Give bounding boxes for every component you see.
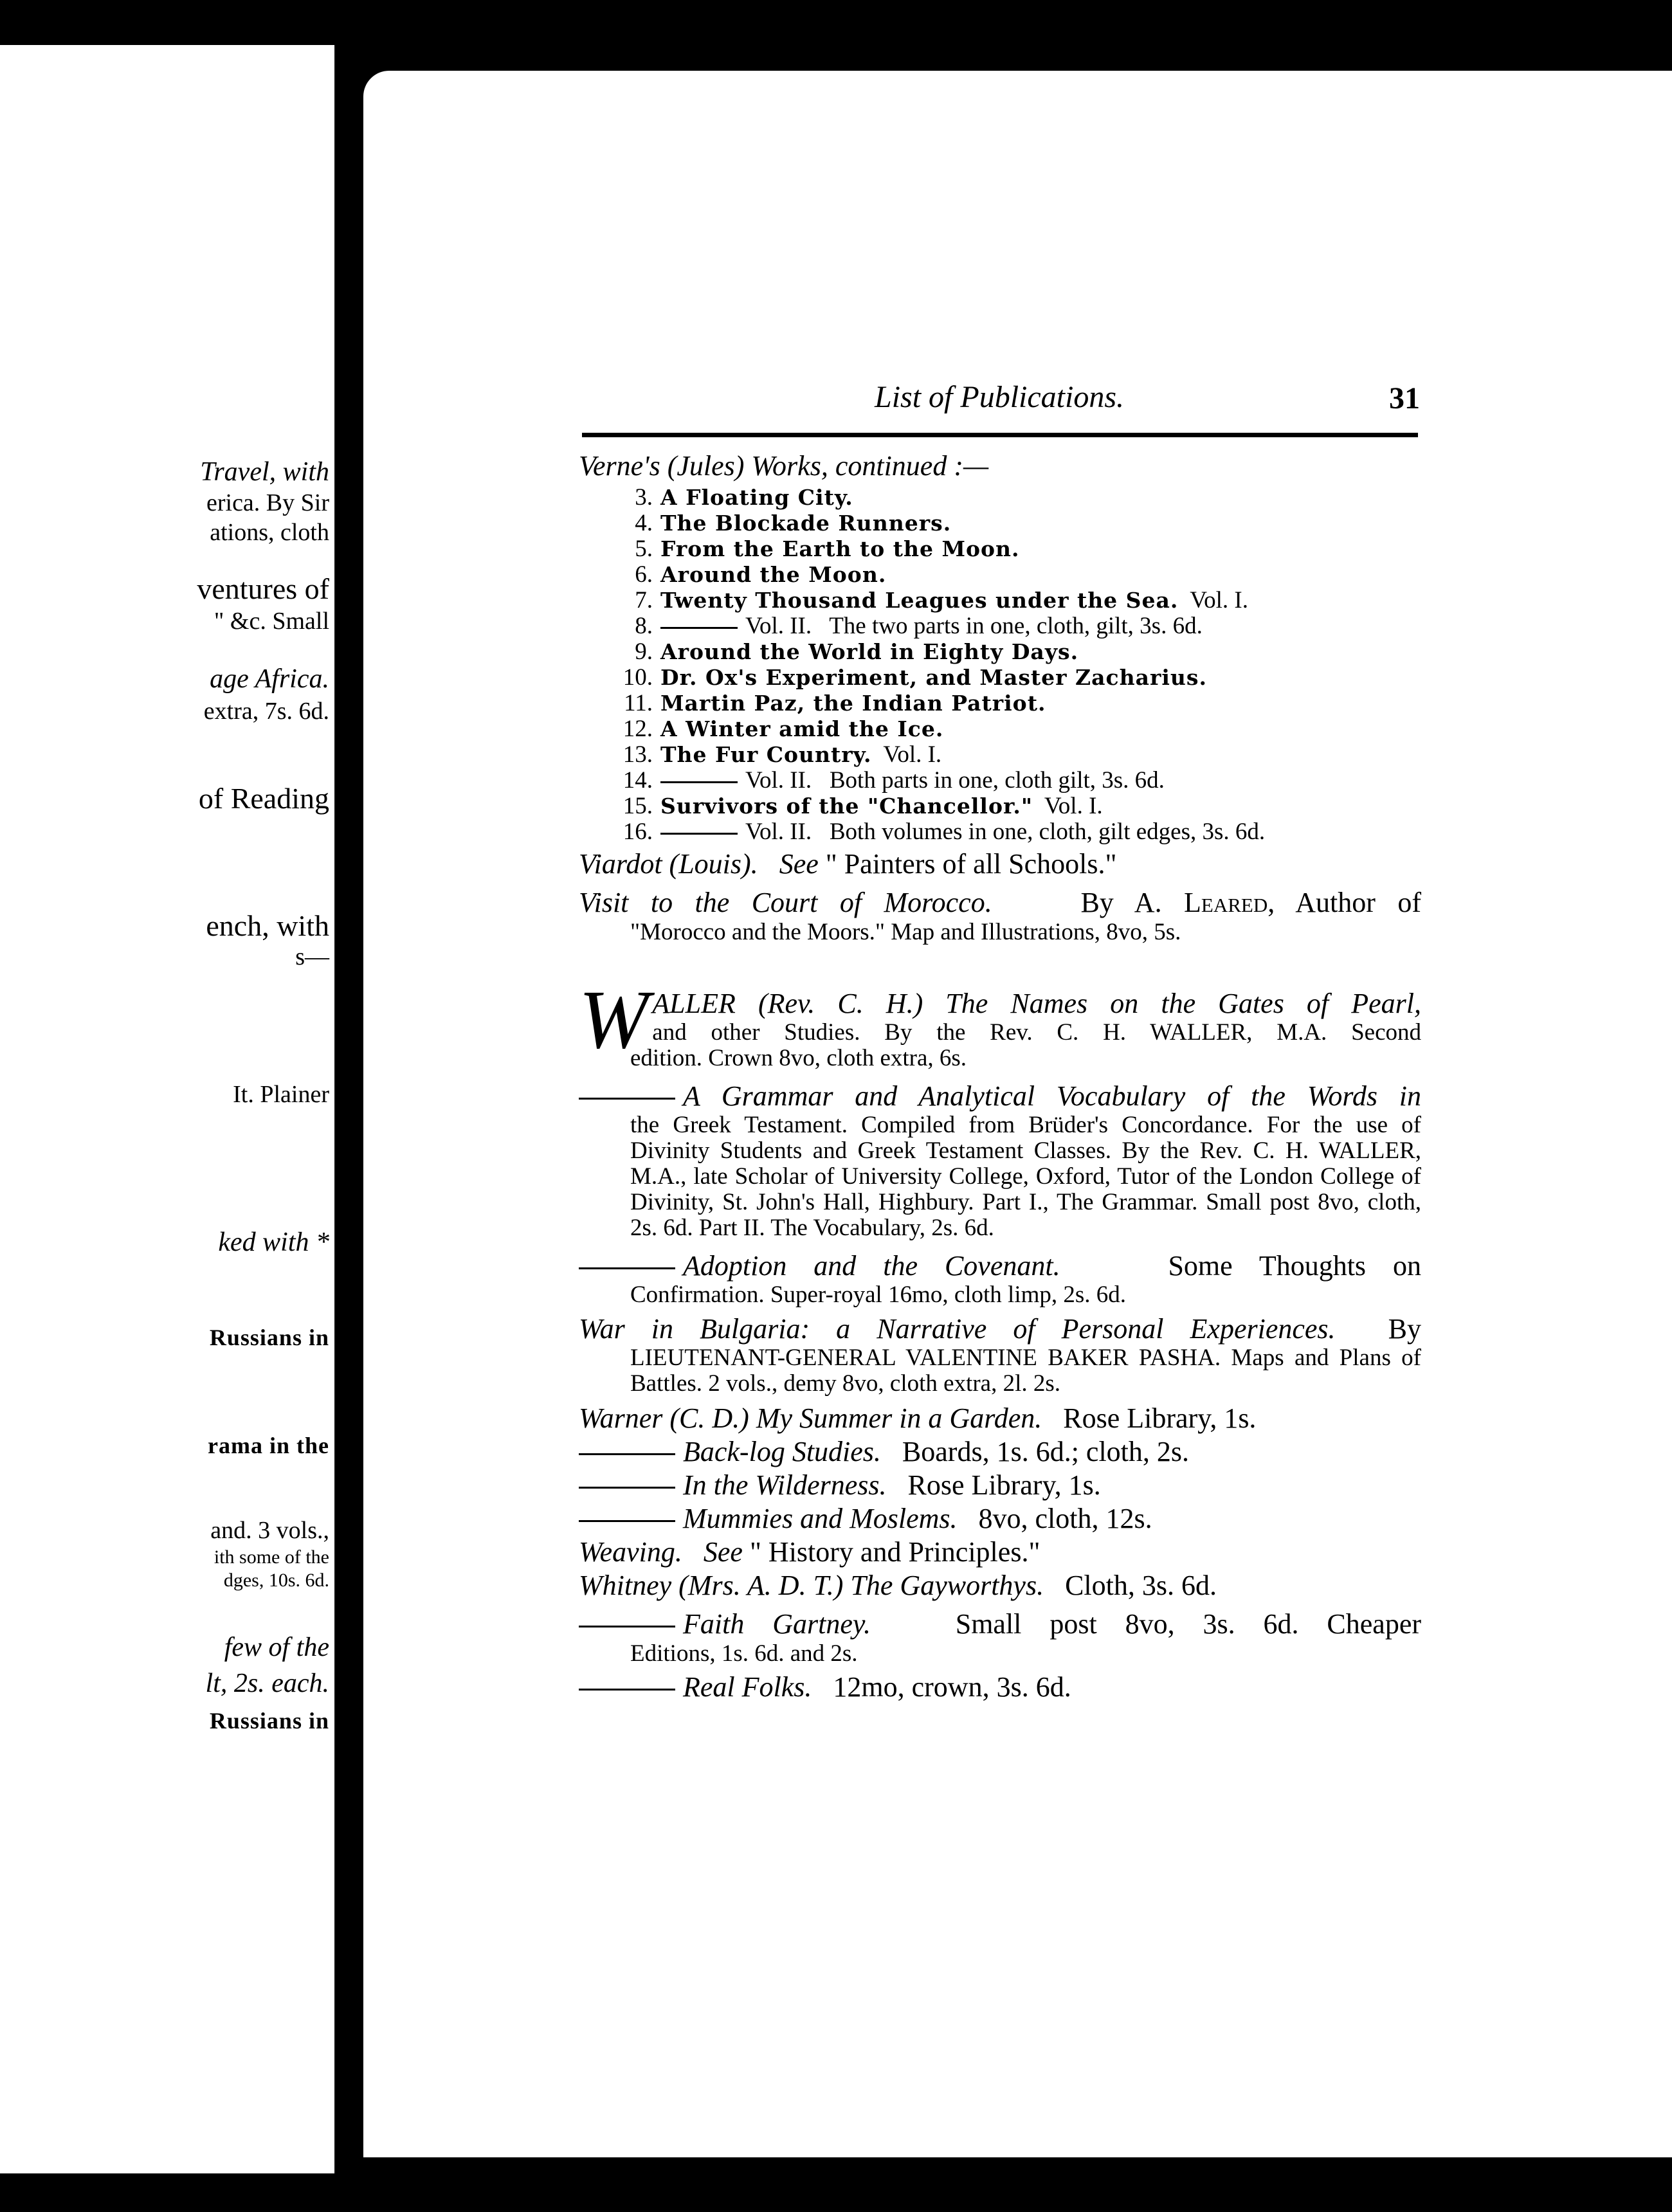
left-page bbox=[0, 45, 338, 2173]
item-title: Twenty Thousand Leagues under the Sea. bbox=[660, 588, 1179, 613]
visit-entry bbox=[579, 886, 1421, 945]
item-title: Around the Moon. bbox=[660, 562, 887, 587]
drop-capital: W bbox=[579, 974, 649, 1066]
left-page-fragment: ith some of the bbox=[214, 1546, 329, 1568]
warner-tail: Rose Library, 1s. bbox=[1063, 1402, 1257, 1434]
item-number: 4. bbox=[635, 510, 653, 536]
verne-item bbox=[579, 742, 1421, 768]
visit-author: Leared, bbox=[1184, 887, 1275, 918]
item-number: 14. bbox=[622, 767, 653, 793]
weaving-ref: " History and Principles." bbox=[749, 1536, 1040, 1568]
backlog-tail: Boards, 1s. 6d.; cloth, 2s. bbox=[902, 1436, 1190, 1467]
verne-item bbox=[579, 819, 1421, 845]
viardot-ref: " Painters of all Schools." bbox=[825, 848, 1117, 880]
item-title: A Winter amid the Ice. bbox=[660, 716, 944, 741]
verne-item bbox=[579, 691, 1421, 716]
waller-line3: edition. Crown 8vo, cloth extra, 6s. bbox=[630, 1045, 967, 1071]
item-title: Dr. Ox's Experiment, and Master Zacharius. bbox=[660, 665, 1207, 690]
item-detail: Vol. I. bbox=[1178, 587, 1249, 613]
faith-line2: Editions, 1s. 6d. and 2s. bbox=[630, 1640, 858, 1667]
verne-list bbox=[579, 485, 1421, 845]
verne-heading: Verne's (Jules) Works, continued :— bbox=[579, 450, 989, 482]
left-page-fragment: s— bbox=[295, 943, 329, 970]
left-page-fragment: age Africa. bbox=[210, 664, 329, 694]
weaving-see: See bbox=[703, 1536, 743, 1568]
item-number: 12. bbox=[622, 716, 653, 742]
item-number: 13. bbox=[622, 741, 653, 768]
grammar-entry bbox=[579, 1080, 1421, 1241]
left-page-fragment: lt, 2s. each. bbox=[205, 1669, 329, 1698]
item-detail: Vol. II. Both volumes in one, cloth, gilt edges, 3s. 6d. bbox=[745, 819, 1266, 845]
item-number: 3. bbox=[635, 484, 653, 511]
left-page-fragment: rama in the bbox=[208, 1433, 329, 1458]
left-page-fragment: Russians in bbox=[209, 1325, 329, 1350]
item-number: 16. bbox=[622, 819, 653, 845]
item-detail: Vol. I. bbox=[871, 741, 942, 768]
left-page-fragment: dges, 10s. 6d. bbox=[223, 1570, 329, 1591]
verne-item bbox=[579, 588, 1421, 613]
faith-title: Faith Gartney. bbox=[683, 1608, 871, 1640]
item-number: 6. bbox=[635, 561, 653, 588]
whitney-entry bbox=[579, 1569, 1421, 1704]
left-page-fragment: Travel, with bbox=[200, 457, 329, 487]
item-detail: Vol. II. Both parts in one, cloth gilt, 3s. 6d. bbox=[745, 767, 1165, 793]
verne-item bbox=[579, 793, 1421, 819]
item-number: 11. bbox=[624, 690, 653, 716]
viardot-entry bbox=[579, 848, 1421, 881]
item-title: Survivors of the "Chancellor." bbox=[660, 793, 1033, 819]
waller-entry bbox=[579, 974, 1421, 1071]
viardot-name: Viardot (Louis). bbox=[579, 848, 758, 880]
waller-heading: ALLER (Rev. C. H.) The Names on the Gates of Pearl, bbox=[652, 988, 1421, 1019]
visit-title: Visit to the Court of Morocco. bbox=[579, 887, 992, 918]
item-number: 7. bbox=[635, 587, 653, 613]
verne-item bbox=[579, 562, 1421, 588]
whitney-title: Whitney (Mrs. A. D. T.) The Gayworthys. bbox=[579, 1570, 1044, 1601]
page-number: 31 bbox=[1389, 381, 1420, 415]
left-page-fragment: extra, 7s. 6d. bbox=[203, 698, 329, 725]
publication-list bbox=[579, 450, 1421, 1704]
war-by: By bbox=[1388, 1313, 1422, 1345]
wilderness-title: In the Wilderness. bbox=[683, 1469, 887, 1501]
mummies-tail: 8vo, cloth, 12s. bbox=[978, 1503, 1152, 1534]
verne-item bbox=[579, 665, 1421, 691]
verne-item bbox=[579, 613, 1421, 639]
item-title: The Blockade Runners. bbox=[660, 511, 952, 536]
adoption-title: Adoption and the Covenant. bbox=[683, 1250, 1060, 1282]
left-page-fragment: ked with * bbox=[218, 1228, 329, 1257]
verne-item bbox=[579, 511, 1421, 536]
warner-entry bbox=[579, 1402, 1421, 1536]
mummies-title: Mummies and Moslems. bbox=[683, 1503, 958, 1534]
item-title: Martin Paz, the Indian Patriot. bbox=[660, 691, 1046, 716]
verne-item bbox=[579, 639, 1421, 665]
viardot-see: See bbox=[779, 848, 819, 880]
left-page-fragment: It. Plainer bbox=[233, 1081, 329, 1108]
item-number: 10. bbox=[622, 664, 653, 691]
weaving-name: Weaving. bbox=[579, 1536, 682, 1568]
item-title: A Floating City. bbox=[660, 485, 853, 510]
left-page-fragment: erica. By Sir bbox=[206, 489, 329, 516]
item-number: 15. bbox=[622, 793, 653, 819]
realfolks-tail: 12mo, crown, 3s. 6d. bbox=[833, 1671, 1071, 1703]
header-rule bbox=[582, 433, 1418, 437]
waller-line2: and other Studies. By the Rev. C. H. WALLER, M.A. Second bbox=[652, 1019, 1421, 1046]
visit-detail: "Morocco and the Moors." Map and Illustrations, 8vo, 5s. bbox=[630, 919, 1181, 945]
verne-item bbox=[579, 485, 1421, 511]
visit-by: By A. bbox=[1080, 887, 1162, 918]
verne-item bbox=[579, 536, 1421, 562]
weaving-entry bbox=[579, 1536, 1421, 1569]
item-title: Around the World in Eighty Days. bbox=[660, 639, 1079, 664]
item-number: 9. bbox=[635, 639, 653, 665]
ditto-dash bbox=[660, 781, 738, 783]
adoption-body: Confirmation. Super-royal 16mo, cloth limp, 2s. 6d. bbox=[630, 1282, 1127, 1308]
item-number: 5. bbox=[635, 536, 653, 562]
backlog-title: Back-log Studies. bbox=[683, 1436, 881, 1467]
left-page-fragment: of Reading bbox=[198, 782, 329, 815]
ditto-dash bbox=[660, 627, 738, 629]
adoption-entry bbox=[579, 1250, 1421, 1308]
adoption-tail: Some Thoughts on bbox=[1168, 1250, 1422, 1282]
whitney-tail: Cloth, 3s. 6d. bbox=[1065, 1570, 1217, 1601]
left-page-fragment: ench, with bbox=[206, 909, 329, 942]
item-number: 8. bbox=[635, 613, 653, 639]
left-page-fragment: Russians in bbox=[209, 1708, 329, 1734]
ditto-dash bbox=[660, 833, 738, 835]
running-title: List of Publications. bbox=[875, 380, 1125, 414]
visit-tail: Author of bbox=[1295, 887, 1421, 918]
war-entry bbox=[579, 1313, 1421, 1397]
verne-item bbox=[579, 768, 1421, 793]
warner-title: Warner (C. D.) My Summer in a Garden. bbox=[579, 1402, 1042, 1434]
left-page-fragment: ventures of bbox=[197, 572, 329, 605]
page-gutter bbox=[336, 39, 361, 2180]
item-detail: Vol. II. The two parts in one, cloth, gilt, 3s. 6d. bbox=[745, 613, 1203, 639]
wilderness-tail: Rose Library, 1s. bbox=[907, 1469, 1101, 1501]
grammar-title: A Grammar and Analytical Vocabulary of the Words in bbox=[683, 1080, 1421, 1112]
left-page-fragment: " &c. Small bbox=[214, 608, 329, 635]
item-title: From the Earth to the Moon. bbox=[660, 536, 1020, 561]
realfolks-title: Real Folks. bbox=[683, 1671, 812, 1703]
war-title: War in Bulgaria: a Narrative of Personal Experiences. bbox=[579, 1313, 1336, 1345]
verne-item bbox=[579, 716, 1421, 742]
left-page-fragment: ations, cloth bbox=[210, 519, 329, 546]
left-page-fragment: and. 3 vols., bbox=[210, 1517, 329, 1544]
faith-tail: Small post 8vo, 3s. 6d. Cheaper bbox=[955, 1608, 1422, 1640]
left-page-fragment: few of the bbox=[224, 1633, 329, 1662]
item-title: The Fur Country. bbox=[660, 742, 872, 767]
war-body: LIEUTENANT-GENERAL VALENTINE BAKER PASHA. Maps and Plans of Battles. 2 vols., demy 8vo, cloth extra, 2l. 2s. bbox=[630, 1345, 1421, 1397]
item-detail: Vol. I. bbox=[1033, 793, 1103, 819]
grammar-body: the Greek Testament. Compiled from Brüder's Concordance. For the use of Divinity Students and Greek Testament Classes. By the Rev. C. H. WALLER, M.A., late Scholar of University College, Oxford, Tutor of the London College of Divinity, St. John's Hall, Highbury. Part I., The Grammar. Small post 8vo, cloth, 2s. 6d. Part II. The Vocabulary, 2s. 6d. bbox=[630, 1112, 1421, 1241]
